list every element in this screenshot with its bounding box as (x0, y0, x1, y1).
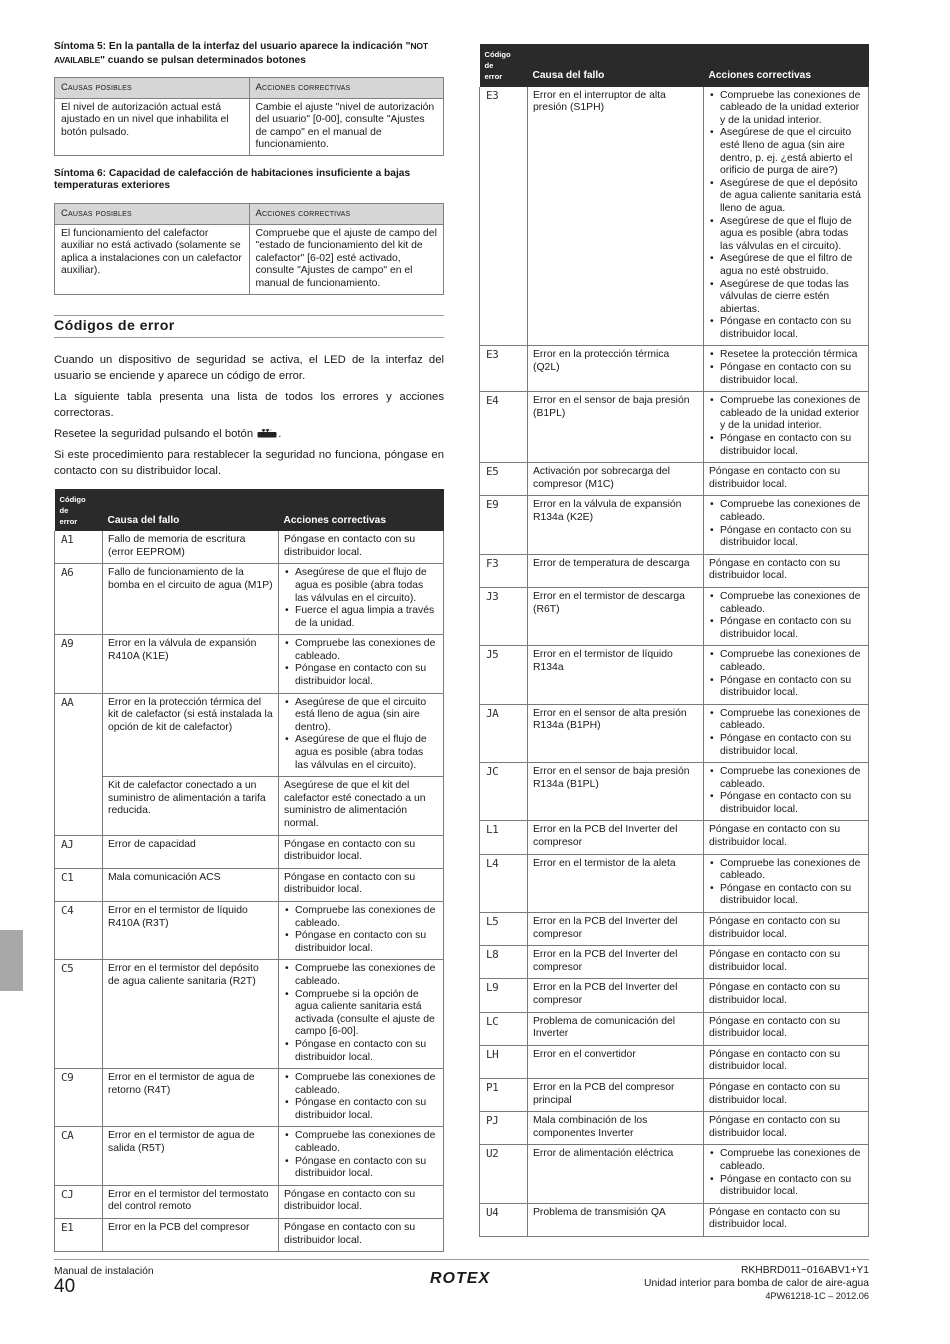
action-list (284, 697, 439, 773)
error-row (480, 1112, 869, 1145)
paragraph: Cuando un dispositivo de seguridad se activa, el LED de la interfaz del usuario se enciende y aparece un código de error. (54, 353, 444, 382)
error-row (55, 901, 444, 959)
error-cause: Error en el sensor de baja presión (B1PL) (528, 392, 704, 463)
document-number: 4PW61218-1C – 2012.06 (765, 1291, 869, 1301)
error-cause: Error en la PCB del Inverter del compresor (528, 946, 704, 979)
error-cause: Problema de transmisión QA (528, 1203, 704, 1236)
action-item: • Póngase en contacto con su distribuidor local. (284, 1039, 439, 1064)
page-number: 40 (54, 1276, 76, 1297)
action-item: • Compruebe si la opción de agua caliente sanitaria está activada (consulte el ajuste de campo [6-00]. (284, 989, 439, 1039)
error-cause: Error en la PCB del Inverter del compresor (528, 979, 704, 1012)
action-item: • Compruebe las conexiones de cableado. (709, 499, 864, 524)
error-code: L9 (480, 979, 528, 1012)
error-code: E3 (480, 346, 528, 392)
error-row (480, 496, 869, 554)
error-row (480, 554, 869, 587)
error-code: C9 (55, 1069, 103, 1127)
error-actions: Póngase en contacto con su distribuidor local. (279, 1219, 444, 1252)
paragraph: La siguiente tabla presenta una lista de todos los errores y acciones correctoras. (54, 390, 444, 419)
code-header: Código de error (480, 44, 528, 87)
action-item: • Compruebe las conexiones de cableado de la unidad exterior y de la unidad interior. (709, 90, 864, 128)
error-row (55, 1185, 444, 1218)
paragraph: Si este procedimiento para restablecer la seguridad no funciona, póngase en contacto con su distribuidor local. (54, 448, 444, 477)
action-list (709, 649, 864, 699)
action-list (709, 708, 864, 758)
error-cause: Error en el termistor de descarga (R6T) (528, 587, 704, 645)
error-code: E4 (480, 392, 528, 463)
error-cause: Mala comunicación ACS (103, 868, 279, 901)
error-code: PJ (480, 1112, 528, 1145)
side-tab (0, 930, 23, 991)
manual-title: Manual de instalación (54, 1266, 154, 1277)
error-row (480, 1045, 869, 1078)
error-row (480, 704, 869, 762)
error-actions: Póngase en contacto con su distribuidor local. (704, 1112, 869, 1145)
error-actions: Póngase en contacto con su distribuidor local. (704, 821, 869, 854)
action-item: • Póngase en contacto con su distribuidor local. (284, 1156, 439, 1181)
action-item: • Resetee la protección térmica (709, 349, 864, 362)
error-row (480, 854, 869, 912)
error-actions: Póngase en contacto con su distribuidor local. (704, 463, 869, 496)
action-item: • Póngase en contacto con su distribuidor local. (284, 1097, 439, 1122)
error-code: A1 (55, 531, 103, 564)
error-subrow (55, 777, 444, 835)
code-header: Código de error (55, 489, 103, 532)
error-row (55, 1219, 444, 1252)
action-item: • Compruebe las conexiones de cableado de la unidad exterior y de la unidad interior. (709, 395, 864, 433)
action-item: • Asegúrese de que el filtro de agua no esté obstruido. (709, 253, 864, 278)
action-item: • Póngase en contacto con su distribuidor local. (284, 663, 439, 688)
svg-text:✱✱◦: ✱✱◦ (261, 428, 273, 434)
error-cause: Error en la válvula de expansión R134a (K2E) (528, 496, 704, 554)
error-row (480, 87, 869, 346)
error-cause: Error en el termistor de agua de retorno (R4T) (103, 1069, 279, 1127)
action-list (284, 638, 439, 688)
error-cause: Error en la protección térmica (Q2L) (528, 346, 704, 392)
error-actions (279, 960, 444, 1069)
action-list (709, 591, 864, 641)
action-item: • Compruebe las conexiones de cableado. (709, 858, 864, 883)
action-item: • Póngase en contacto con su distribuidor local. (709, 433, 864, 458)
cause-header: Causa del fallo (103, 489, 279, 532)
action-item: • Póngase en contacto con su distribuidor local. (709, 362, 864, 387)
error-code: L5 (480, 913, 528, 946)
error-code: P1 (480, 1078, 528, 1111)
error-row (55, 1127, 444, 1185)
action-item: • Póngase en contacto con su distribuidor local. (709, 316, 864, 341)
error-row (480, 392, 869, 463)
action-item: • Póngase en contacto con su distribuidor local. (284, 930, 439, 955)
error-actions (704, 346, 869, 392)
error-cause: Fallo de memoria de escritura (error EEPROM) (103, 531, 279, 564)
symptom-5-title: Síntoma 5: En la pantalla de la interfaz del usuario aparece la indicación "NOT AVAILABLE" cuando se pulsan determinados botones (54, 41, 428, 66)
error-code: J5 (480, 646, 528, 704)
cause-header: Causa del fallo (528, 44, 704, 87)
error-cause: Error de alimentación eléctrica (528, 1145, 704, 1203)
error-cause: Error de temperatura de descarga (528, 554, 704, 587)
error-cause: Error en la PCB del compresor (103, 1219, 279, 1252)
error-code: L8 (480, 946, 528, 979)
error-code: LC (480, 1012, 528, 1045)
error-actions: Póngase en contacto con su distribuidor local. (704, 913, 869, 946)
error-row (55, 960, 444, 1069)
action-list (284, 905, 439, 955)
error-code: CJ (55, 1185, 103, 1218)
error-cause: Error en la PCB del Inverter del compresor (528, 821, 704, 854)
error-code: C5 (55, 960, 103, 1069)
error-actions (279, 1069, 444, 1127)
action-item: • Compruebe las conexiones de cableado. (284, 1130, 439, 1155)
action-list (709, 858, 864, 908)
action-item: • Póngase en contacto con su distribuidor local. (709, 791, 864, 816)
action-list (709, 395, 864, 458)
error-actions (704, 87, 869, 346)
error-actions: Póngase en contacto con su distribuidor local. (279, 868, 444, 901)
action-cell: Cambie el ajuste "nivel de autorización del usuario" [0-00], consulte "Ajustes de campo" en el manual de funcionamiento. (249, 98, 444, 155)
error-actions: Asegúrese de que el kit del calefactor esté conectado a un suministro de alimentación normal. (279, 777, 444, 835)
error-cause: Error en el sensor de baja presión R134a (B1PL) (528, 763, 704, 821)
error-actions: Póngase en contacto con su distribuidor local. (704, 554, 869, 587)
error-actions (704, 392, 869, 463)
error-cause: Problema de comunicación del Inverter (528, 1012, 704, 1045)
left-column (54, 40, 444, 1252)
error-row (55, 1069, 444, 1127)
action-item: • Compruebe las conexiones de cableado. (284, 638, 439, 663)
action-cell: Compruebe que el ajuste de campo del "estado de funcionamiento del kit de calefactor" [6-02] esté activado, consulte "Ajustes de campo" en el manual de funcionamiento. (249, 224, 444, 294)
actions-header: Acciones correctivas (249, 78, 444, 99)
error-cause: Error en el interruptor de alta presión (S1PH) (528, 87, 704, 346)
action-list (284, 1130, 439, 1180)
action-item: • Compruebe las conexiones de cableado. (709, 649, 864, 674)
error-code-table-right (479, 44, 869, 1237)
error-actions: Póngase en contacto con su distribuidor local. (279, 835, 444, 868)
error-code: CA (55, 1127, 103, 1185)
action-list (709, 766, 864, 816)
error-cause: Error en el termistor del termostato del control remoto (103, 1185, 279, 1218)
error-code: L4 (480, 854, 528, 912)
error-cause: Error en la PCB del compresor principal (528, 1078, 704, 1111)
actions-header: Acciones correctivas (249, 203, 444, 224)
error-actions (279, 564, 444, 635)
action-list (284, 1072, 439, 1122)
action-item: • Póngase en contacto con su distribuidor local. (709, 883, 864, 908)
error-row (480, 763, 869, 821)
product-name: Unidad interior para bomba de calor de aire-agua (644, 1277, 869, 1289)
cause-cell: El nivel de autorización actual está ajustado en un nivel que inhabilita el botón pulsado. (55, 98, 250, 155)
action-item: • Compruebe las conexiones de cableado. (709, 708, 864, 733)
action-item: • Asegúrese de que el depósito de agua caliente sanitaria está lleno de agua. (709, 178, 864, 216)
error-code: U2 (480, 1145, 528, 1203)
error-cause: Error en la válvula de expansión R410A (K1E) (103, 635, 279, 693)
action-list (709, 1148, 864, 1198)
action-list (709, 349, 864, 387)
error-code: U4 (480, 1203, 528, 1236)
error-code: E1 (55, 1219, 103, 1252)
error-row (480, 1203, 869, 1236)
error-row (55, 868, 444, 901)
error-code: J3 (480, 587, 528, 645)
error-actions (279, 635, 444, 693)
actions-header: Acciones correctivas (279, 489, 444, 532)
error-cause: Error en el sensor de alta presión R134a (B1PH) (528, 704, 704, 762)
error-cause: Fallo de funcionamiento de la bomba en el circuito de agua (M1P) (103, 564, 279, 635)
action-list (284, 567, 439, 630)
error-row (55, 635, 444, 693)
error-code: A9 (55, 635, 103, 693)
document-info (644, 1265, 869, 1303)
error-cause: Error en la protección térmica del kit de calefactor (si está instalada la opción de kit de calefactor) (103, 693, 279, 777)
action-item: • Compruebe las conexiones de cableado. (284, 963, 439, 988)
action-item: • Póngase en contacto con su distribuidor local. (709, 1174, 864, 1199)
action-item: • Póngase en contacto con su distribuidor local. (709, 675, 864, 700)
error-code: JC (480, 763, 528, 821)
action-list (284, 963, 439, 1064)
symptom-6-title: Síntoma 6: Capacidad de calefacción de habitaciones insuficiente a bajas temperaturas exteriores (54, 167, 411, 192)
action-item: • Fuerce el agua limpia a través de la unidad. (284, 605, 439, 630)
error-actions: Póngase en contacto con su distribuidor local. (704, 1012, 869, 1045)
error-actions: Póngase en contacto con su distribuidor local. (279, 531, 444, 564)
error-actions (704, 854, 869, 912)
error-row (480, 646, 869, 704)
error-cause: Kit de calefactor conectado a un suministro de alimentación a tarifa reducida. (103, 777, 279, 835)
error-row (480, 587, 869, 645)
error-cause: Error en la PCB del Inverter del compresor (528, 913, 704, 946)
error-actions: Póngase en contacto con su distribuidor local. (704, 979, 869, 1012)
action-item: • Asegúrese de que el flujo de agua es posible (abra todas las válvulas en el circuito). (284, 567, 439, 605)
error-actions (704, 704, 869, 762)
error-row (480, 946, 869, 979)
rotex-logo: ROTEX (430, 1270, 491, 1287)
error-cause: Error en el termistor de la aleta (528, 854, 704, 912)
error-row (55, 693, 444, 777)
error-actions: Póngase en contacto con su distribuidor local. (704, 1045, 869, 1078)
error-cause: Error en el termistor de agua de salida (R5T) (103, 1127, 279, 1185)
paragraph: Resetee la seguridad pulsando el botón ✱✱◦ . (54, 427, 282, 440)
action-item: • Asegúrese de que todas las válvulas de cierre estén abiertas. (709, 279, 864, 317)
error-actions (279, 901, 444, 959)
action-item: • Compruebe las conexiones de cableado. (284, 905, 439, 930)
causes-header: Causas posibles (55, 203, 250, 224)
reset-button-icon (257, 429, 277, 438)
error-actions (704, 763, 869, 821)
error-actions (279, 693, 444, 777)
error-cause: Mala combinación de los componentes Inverter (528, 1112, 704, 1145)
section-title: Códigos de error (54, 315, 444, 338)
error-row (55, 835, 444, 868)
error-cause: Error en el convertidor (528, 1045, 704, 1078)
error-row (480, 346, 869, 392)
action-item: • Compruebe las conexiones de cableado. (709, 591, 864, 616)
error-row (480, 821, 869, 854)
action-item: • Asegúrese de que el circuito esté lleno de agua (sin aire dentro, p. ej. ¿está abierto el orificio de purga de aire?) (709, 127, 864, 177)
error-code: E5 (480, 463, 528, 496)
error-code: A6 (55, 564, 103, 635)
error-actions: Póngase en contacto con su distribuidor local. (704, 1203, 869, 1236)
cause-cell: El funcionamiento del calefactor auxiliar no está activado (solamente se aplica a instalaciones con un calefactor auxiliar). (55, 224, 250, 294)
error-row (480, 913, 869, 946)
error-cause: Error en el termistor del depósito de agua caliente sanitaria (R2T) (103, 960, 279, 1069)
error-actions (704, 496, 869, 554)
action-item: • Compruebe las conexiones de cableado. (709, 1148, 864, 1173)
not-available-indicator: NOT AVAILABLE (54, 41, 428, 65)
error-actions (704, 646, 869, 704)
error-row (480, 1078, 869, 1111)
error-actions: Póngase en contacto con su distribuidor local. (279, 1185, 444, 1218)
action-item: • Póngase en contacto con su distribuidor local. (709, 616, 864, 641)
error-actions (279, 1127, 444, 1185)
error-code: F3 (480, 554, 528, 587)
error-row (480, 1012, 869, 1045)
error-code-table-left (54, 489, 444, 1253)
causes-header: Causas posibles (55, 78, 250, 99)
action-list (709, 499, 864, 549)
error-actions (704, 1145, 869, 1203)
error-code: JA (480, 704, 528, 762)
error-cause: Error de capacidad (103, 835, 279, 868)
error-code: LH (480, 1045, 528, 1078)
action-item: • Compruebe las conexiones de cableado. (284, 1072, 439, 1097)
error-code: C4 (55, 901, 103, 959)
symptom-5-table (54, 77, 444, 156)
action-item: • Póngase en contacto con su distribuidor local. (709, 525, 864, 550)
error-code: L1 (480, 821, 528, 854)
symptom-6-table (54, 203, 444, 295)
model-number: RKHBRD011~016ABV1+Y1 (740, 1265, 869, 1276)
error-code: C1 (55, 868, 103, 901)
action-item: • Compruebe las conexiones de cableado. (709, 766, 864, 791)
action-item: • Póngase en contacto con su distribuidor local. (709, 733, 864, 758)
error-row (55, 564, 444, 635)
error-row (480, 979, 869, 1012)
error-actions: Póngase en contacto con su distribuidor local. (704, 1078, 869, 1111)
error-cause: Activación por sobrecarga del compresor (M1C) (528, 463, 704, 496)
actions-header: Acciones correctivas (704, 44, 869, 87)
page-footer (54, 1259, 869, 1301)
error-row (480, 1145, 869, 1203)
error-row (55, 531, 444, 564)
error-cause: Error en el termistor de líquido R134a (528, 646, 704, 704)
action-item: • Asegúrese de que el circuito está lleno de agua (sin aire dentro). (284, 697, 439, 735)
error-code: AJ (55, 835, 103, 868)
action-list (709, 90, 864, 342)
error-actions: Póngase en contacto con su distribuidor local. (704, 946, 869, 979)
action-item: • Asegúrese de que el flujo de agua es posible (abra todas las válvulas en el circuito). (284, 734, 439, 772)
error-code: E9 (480, 496, 528, 554)
error-actions (704, 587, 869, 645)
action-item: • Asegúrese de que el flujo de agua es posible (abra todas las válvulas en el circuito). (709, 216, 864, 254)
error-row (480, 463, 869, 496)
error-code: E3 (480, 87, 528, 346)
error-cause: Error en el termistor de líquido R410A (R3T) (103, 901, 279, 959)
error-code: AA (55, 693, 103, 835)
right-column (479, 44, 869, 1237)
